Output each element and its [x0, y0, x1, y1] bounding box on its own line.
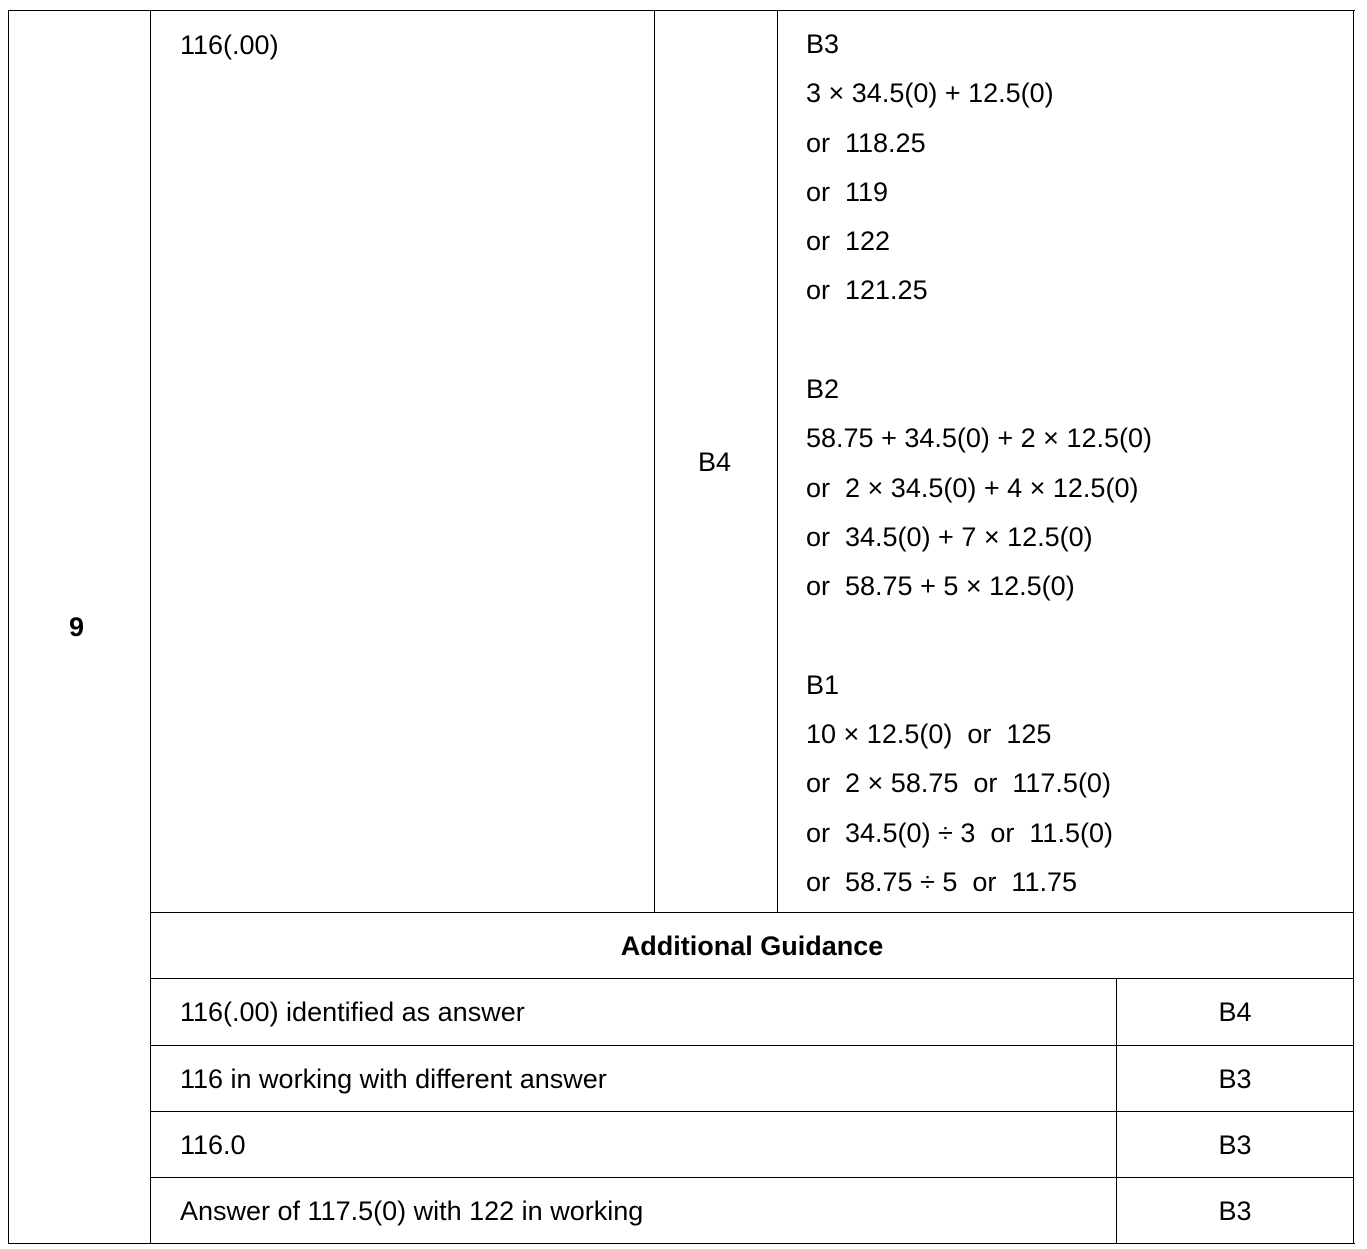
question-number: 9: [69, 612, 85, 642]
answer-text: 116(.00): [180, 30, 279, 60]
divider-guidance-title-bottom: [150, 978, 1354, 979]
scheme-line: or 122: [806, 226, 891, 257]
scheme-line: B2: [806, 374, 840, 405]
divider-guidance-row-2: [150, 1111, 1354, 1112]
scheme-line: B1: [806, 669, 840, 700]
divider-guidance-row-1: [150, 1045, 1354, 1046]
table-border-top: [8, 10, 1355, 11]
mark-scheme-lines: [806, 29, 1346, 916]
guidance-row-mark: B4: [1218, 997, 1252, 1027]
table-border-left: [8, 10, 9, 1244]
scheme-line: or 58.75 + 5 × 12.5(0): [806, 571, 1075, 602]
scheme-line: or 119: [806, 176, 889, 207]
scheme-line: or 2 × 58.75 or 117.5(0): [806, 768, 1111, 799]
scheme-line: 58.75 + 34.5(0) + 2 × 12.5(0): [806, 423, 1152, 454]
scheme-line: or 58.75 ÷ 5 or 11.75: [806, 867, 1077, 898]
mark-text: B4: [698, 447, 732, 477]
scheme-line: or 2 × 34.5(0) + 4 × 12.5(0): [806, 472, 1139, 503]
scheme-line: or 118.25: [806, 127, 926, 158]
scheme-gap: [806, 325, 1346, 374]
guidance-row-text: 116(.00) identified as answer: [180, 997, 525, 1027]
scheme-line: or 34.5(0) ÷ 3 or 11.5(0): [806, 817, 1113, 848]
scheme-line: or 34.5(0) + 7 × 12.5(0): [806, 521, 1093, 552]
guidance-row-text: 116.0: [180, 1130, 246, 1160]
divider-guidance-row-3: [150, 1177, 1354, 1178]
guidance-title: Additional Guidance: [620, 931, 884, 961]
guidance-row-mark: B3: [1218, 1196, 1252, 1226]
table-border-bottom: [8, 1243, 1355, 1244]
scheme-line: 10 × 12.5(0) or 125: [806, 719, 1052, 750]
guidance-row-mark: B3: [1218, 1130, 1252, 1160]
divider-mark-column: [777, 10, 778, 912]
scheme-gap: [806, 621, 1346, 670]
scheme-line: 3 × 34.5(0) + 12.5(0): [806, 78, 1054, 109]
divider-question-column: [150, 10, 151, 1244]
guidance-row-text: 116 in working with different answer: [180, 1064, 607, 1094]
scheme-line: B3: [806, 29, 840, 59]
table-border-right: [1353, 10, 1354, 1244]
guidance-row-mark: B3: [1218, 1064, 1252, 1094]
divider-answer-column: [654, 10, 655, 912]
scheme-line: or 121.25: [806, 275, 928, 306]
guidance-row-text: Answer of 117.5(0) with 122 in working: [180, 1196, 644, 1226]
